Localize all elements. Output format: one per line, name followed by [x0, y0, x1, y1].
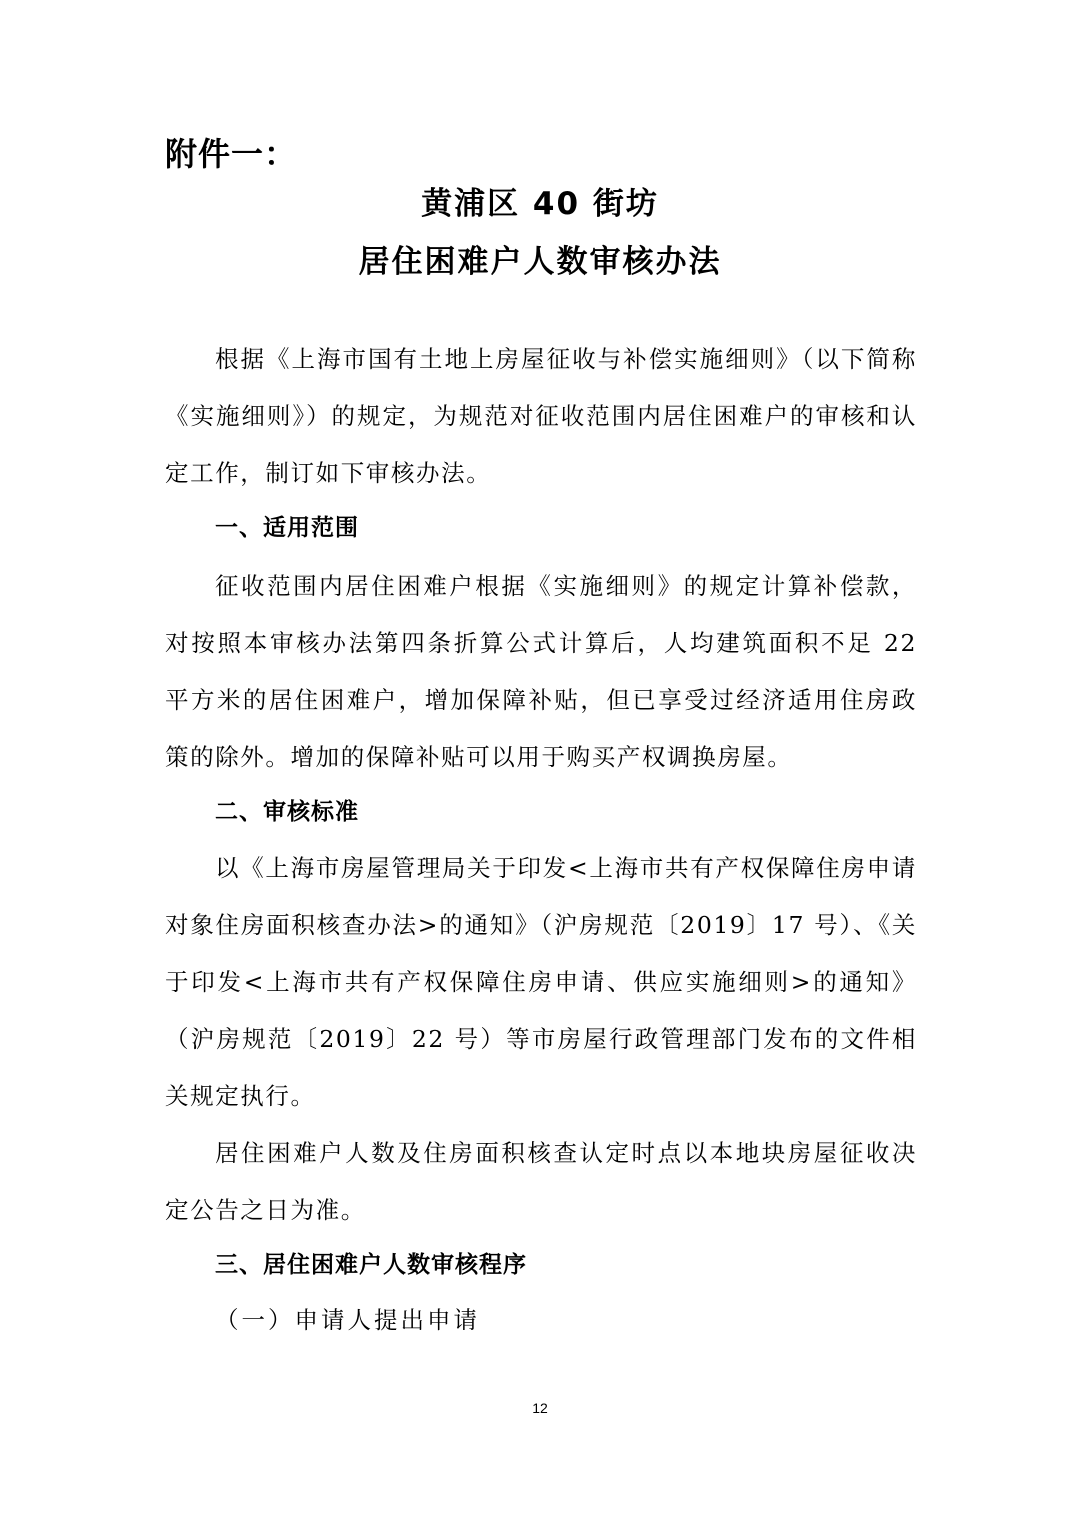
section3-subheading1: （一）申请人提出申请 — [215, 1306, 480, 1334]
document-title-line2: 居住困难户人数审核办法 — [358, 244, 722, 280]
attachment-label: 附件一： — [165, 135, 298, 173]
section2-paragraph1: 以《上海市房屋管理局关于印发<上海市共有产权保障住房申请对象住房面积核查办法>的通知》（沪房规范〔2019〕17 号）、《关于印发<上海市共有产权保障住房申请、供应实施细则>的通知》（沪房规范〔2019〕22 号）等市房屋行政管理部门发布的文件相关规定执行。 — [165, 854, 917, 1110]
page-number: 12 — [532, 1400, 548, 1416]
intro-paragraph: 根据《上海市国有土地上房屋征收与补偿实施细则》（以下简称《实施细则》）的规定，为规范对征收范围内居住困难户的审核和认定工作，制订如下审核办法。 — [165, 345, 917, 487]
section2-heading: 二、审核标准 — [215, 799, 359, 825]
section1-heading: 一、适用范围 — [215, 515, 359, 541]
section1-paragraph: 征收范围内居住困难户根据《实施细则》的规定计算补偿款，对按照本审核办法第四条折算公式计算后，人均建筑面积不足 22 平方米的居住困难户，增加保障补贴，但已享受过经济适用住房政策的除外。增加的保障补贴可以用于购买产权调换房屋。 — [165, 572, 917, 771]
section2-paragraph2: 居住困难户人数及住房面积核查认定时点以本地块房屋征收决定公告之日为准。 — [165, 1139, 917, 1224]
document-title-line1: 黄浦区 40 街坊 — [421, 186, 659, 222]
section3-heading: 三、居住困难户人数审核程序 — [215, 1252, 527, 1278]
